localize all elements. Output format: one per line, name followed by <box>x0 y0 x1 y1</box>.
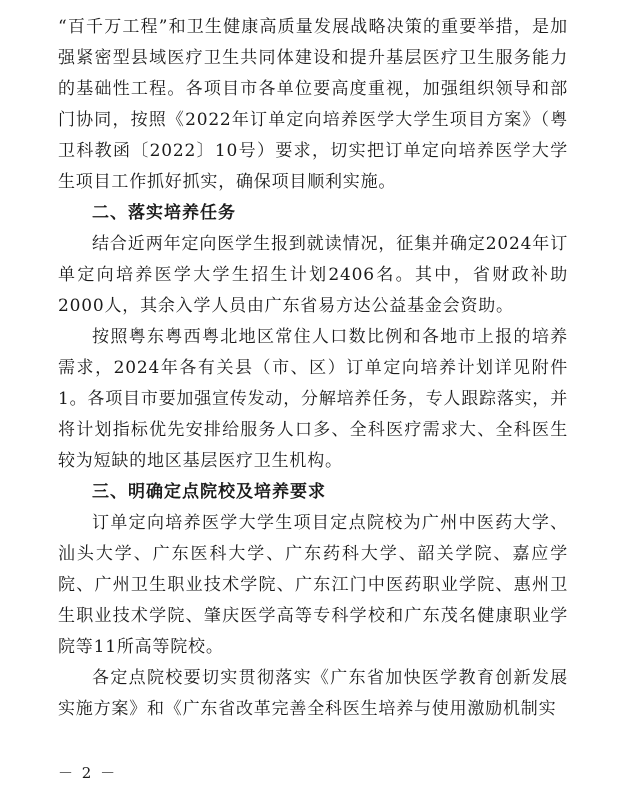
paragraph-continuation: “百千万工程”和卫生健康高质量发展战略决策的重要举措，是加强紧密型县域医疗卫生共同体建设和提升基层医疗卫生服务能力的基础性工程。各项目市各单位要高度重视，加强组织领导和部门协同，按照《2022年订单定向培养医学大学生项目方案》（粤卫科教函〔2022〕10号）要求，切实把订单定向培养医学大学生项目工作抓好抓实，确保项目顺利实施。 <box>58 17 568 192</box>
paragraph-designated-schools: 订单定向培养医学大学生项目定点院校为广州中医药大学、汕头大学、广东医科大学、广东药科大学、韶关学院、嘉应学院、广州卫生职业技术学院、广东江门中医药职业学院、惠州卫生职业技术学院、肇庆医学高等专科学校和广东茂名健康职业学院等11所高等院校。 <box>58 513 568 657</box>
section-heading-training-tasks: 二、落实培养任务 <box>92 203 236 223</box>
paragraph-allocation: 按照粤东粤西粤北地区常住人口数比例和各地市上报的培养需求，2024年各有关县（市、区）订单定向培养计划详见附件1。各项目市要加强宣传发动，分解培养任务，专人跟踪落实，并将计划指标优先安排给服务人口多、全科医疗需求大、全科医生较为短缺的地区基层医疗卫生机构。 <box>58 327 569 471</box>
paragraph-enrollment-plan: 结合近两年定向医学生报到就读情况，征集并确定2024年订单定向培养医学大学生招生计划2406名。其中，省财政补助2000人，其余入学人员由广东省易方达公益基金会资助。 <box>58 234 568 316</box>
page-number: － 2 － <box>58 764 118 782</box>
section-heading-designated-schools: 三、明确定点院校及培养要求 <box>92 482 326 502</box>
paragraph-implementation: 各定点院校要切实贯彻落实《广东省加快医学教育创新发展实施方案》和《广东省改革完善全科医生培养与使用激励机制实 <box>58 668 568 719</box>
